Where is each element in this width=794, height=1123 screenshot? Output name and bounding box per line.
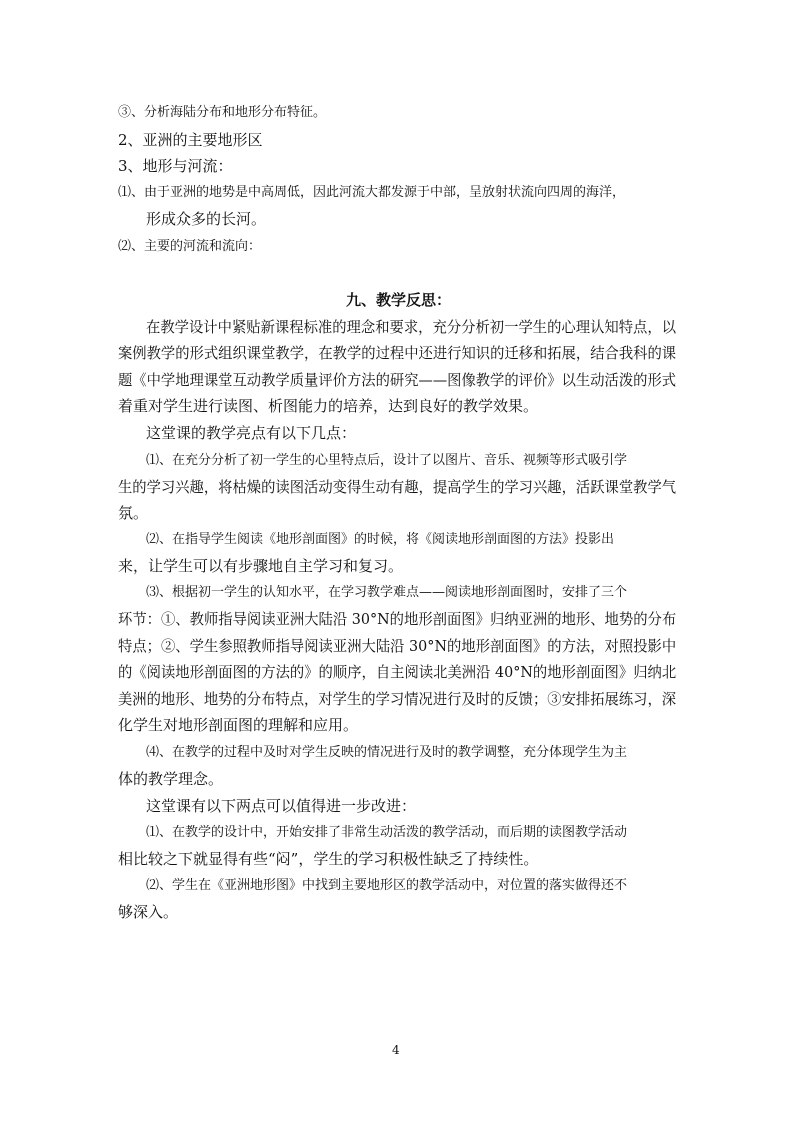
highlight-3-line-1: ⑶、根据初一学生的认知水平，在学习教学难点——阅读地形剖面图时，安排了三个 [146,585,628,600]
page-number: 4 [392,1043,400,1057]
intro-line-3: 题《中学地理课堂互动教学质量评价方法的研究——图像教学的评价》以生动活泼的形式 [118,371,677,389]
highlight-1-line-2: 生的学习兴趣，将枯燥的读图活动变得生动有趣，提高学生的学习兴趣，活跃课堂教学气 [118,478,677,496]
highlight-3-line-6: 化学生对地形剖面图的理解和应用。 [118,716,359,734]
intro-line-4: 着重对学生进行读图、析图能力的培养，达到良好的教学效果。 [118,397,539,415]
section-title-reflection: 九、教学反思： [346,291,452,309]
heading-main-landforms: 2、亚洲的主要地形区 [118,131,263,149]
improve-1-line-1: ⑴、在教学的设计中，开始安排了非常生动活泼的教学活动，而后期的读图教学活动 [146,825,628,840]
intro-line-2: 案例教学的形式组织课堂教学，在教学的过程中还进行知识的迁移和拓展，结合我科的课 [118,344,677,362]
highlight-3-line-2: 环节：①、教师指导阅读亚洲大陆沿 30°N的地形剖面图》归纳亚洲的地形、地势的分布 [118,610,677,628]
highlight-1-line-1: ⑴、在充分分析了初一学生的心里特点后，设计了以图片、音乐、视频等形式吸引学 [146,453,628,468]
improve-2-line-1: ⑵、学生在《亚洲地形图》中找到主要地形区的教学活动中，对位置的落实做得还不 [146,878,628,893]
highlight-4-line-1: ⑷、在教学的过程中及时对学生反映的情况进行及时的教学调整，充分体现学生为主 [146,745,628,760]
river-point-2: ⑵、主要的河流和流向： [118,239,262,254]
intro-line-1: 在教学设计中紧贴新课程标准的理念和要求，充分分析初一学生的心理认知特点，以 [146,318,677,336]
improve-2-line-2: 够深入。 [118,903,179,921]
river-point-1-line-1: ⑴、由于亚洲的地势是中高周低，因此河流大都发源于中部，呈放射状流向四周的海洋， [118,185,626,200]
heading-landform-rivers: 3、地形与河流： [118,157,233,175]
highlights-intro: 这堂课的教学亮点有以下几点： [146,424,357,442]
river-point-1-line-2: 形成众多的长河。 [146,210,267,228]
highlight-3-line-5: 美洲的地形、地势的分布特点，对学生的学习情况进行及时的反馈；③安排拓展练习，深 [118,690,677,708]
highlight-3-line-3: 特点；②、学生参照教师指导阅读亚洲大陆沿 30°N的地形剖面图》的方法，对照投影中 [118,637,677,655]
improve-1-line-2: 相比较之下就显得有些“闷”，学生的学习积极性缺乏了持续性。 [118,850,539,868]
highlight-1-line-3: 氛。 [118,504,149,522]
highlight-3-line-4: 的《阅读地形剖面图的方法的》的顺序，自主阅读北美洲沿 40°N的地形剖面图》归纳北 [118,663,677,681]
highlight-2-line-2: 来，让学生可以有步骤地自主学习和复习。 [118,557,404,575]
outline-item-3: ③、分析海陆分布和地形分布特征。 [118,105,327,120]
improve-intro: 这堂课有以下两点可以值得进一步改进： [146,797,417,815]
highlight-4-line-2: 体的教学理念。 [118,770,224,788]
highlight-2-line-1: ⑵、在指导学生阅读《地形剖面图》的时候，将《阅读地形剖面图的方法》投影出 [146,532,615,547]
